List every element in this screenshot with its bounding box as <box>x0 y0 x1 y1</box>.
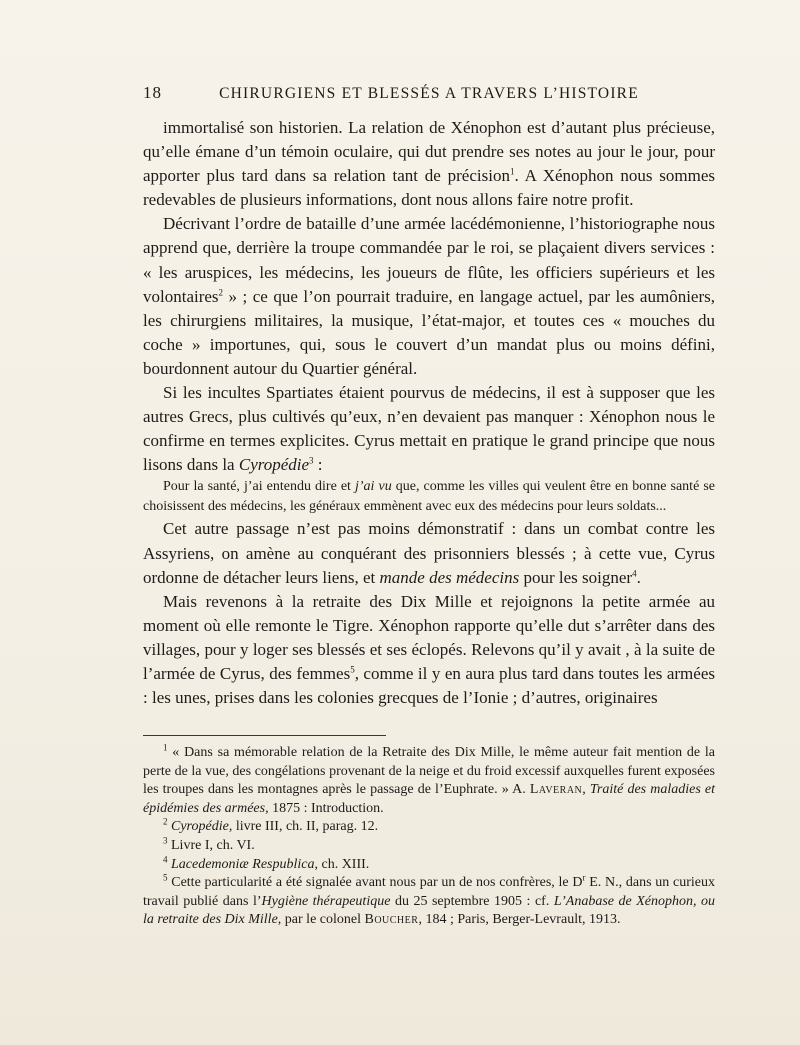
block-quote <box>143 477 715 517</box>
italic-title: Cyropédie <box>238 455 310 475</box>
text-run: , livre III, ch. II, parag. 12. <box>228 819 379 835</box>
paragraph-4 <box>143 517 715 589</box>
text-run: Pour la santé, j’ai entendu dire et <box>163 479 355 495</box>
text-run: Mais revenons à la retraite des Dix Mille et rejoignons la petite armée au moment où elle remonte le Tigre. Xénophon rapporte qu’elle dut s’arrêter dans des villages, pour y loger ses blessés et ses éclopés. Relevons qu’il y avait , à la suite de l’armée de Cyrus, des femmes <box>143 591 715 683</box>
footnote-ref: 5 <box>350 664 355 675</box>
text-run: Si les incultes Spartiates étaient pourvus de médecins, il est à supposer que les autres Grecs, plus cultivés qu’eux, n’en devaient pas manquer : Xénophon nous le confirme en termes explicites. Cyrus mettait en pratique le grand principe que nous lisons dans la <box>143 383 715 475</box>
text-run: . A Xénophon nous sommes redevables de plusieurs informations, dont nous allons faire notre profit. <box>143 166 716 210</box>
superscript: r <box>582 872 586 883</box>
paragraph-3 <box>143 381 715 477</box>
footnote-2 <box>143 818 715 837</box>
italic-title: Hygiène thérapeutique <box>261 893 391 909</box>
footnote-number: 3 <box>163 835 168 846</box>
footnote-number: 5 <box>163 872 168 883</box>
running-title: CHIRURGIENS ET BLESSÉS A TRAVERS L’HISTOIRE <box>219 85 639 102</box>
footnote-ref: 2 <box>218 287 224 297</box>
paragraph-2 <box>143 212 715 381</box>
italic-text: mande des médecins <box>379 567 520 587</box>
text-run: Décrivant l’ordre de bataille d’une armée lacédémonienne, l’historiographe nous apprend que, derrière la troupe commandée par le roi, se plaçaient divers services : « les aruspices, les médecins, les joueurs de flûte, les officiers supérieurs et les volontaires <box>143 214 715 306</box>
author-name: Laveran <box>529 782 583 798</box>
author-name: Boucher <box>364 912 419 928</box>
main-text <box>143 116 715 710</box>
text-run: pour les soigner <box>519 567 633 587</box>
text-run: Cet autre passage n’est pas moins démonstratif : dans un combat contre les Assyriens, on amène au conquérant des prisonniers blessés ; à cette vue, Cyrus ordonne de détacher leurs liens, et <box>143 519 715 587</box>
text-run: du 25 septembre 1905 : cf. <box>390 893 554 909</box>
footnote-1 <box>143 744 715 818</box>
footnote-4 <box>143 853 715 875</box>
text-run: immortalisé son historien. La relation de Xénophon est d’autant plus précieuse, qu’elle émane d’un témoin oculaire, qui dut prendre ses notes au jour le jour, pour apporter plus tard dans sa relation tant de précision <box>143 118 715 186</box>
footnote-ref: 1 <box>509 166 515 177</box>
text-run: E. N., dans un curieux travail publié dans l’ <box>143 875 715 909</box>
footnote-ref: 4 <box>632 567 637 578</box>
text-run: , 184 ; Paris, Berger-Levrault, 1913. <box>418 912 621 928</box>
text-run: , 1875 : Introduction. <box>265 800 384 816</box>
footnote-5 <box>143 874 715 930</box>
text-run: , par le colonel <box>277 912 365 928</box>
footnote-divider <box>143 735 386 736</box>
text-run: . <box>636 567 641 587</box>
text-run: , <box>582 782 590 798</box>
text-run: « Dans sa mémorable relation de la Retraite des Dix Mille, le même auteur fait mention de la perte de la vue, des congélations provenant de la neige et du froid excessif auxquelles furent exposées les troupes dans les montagnes après le passage de l’Euphrate. » A. <box>143 745 715 798</box>
paragraph-5 <box>143 590 715 710</box>
italic-title: Lacedemoniæ Respublica <box>171 856 315 872</box>
footnotes <box>143 744 715 930</box>
page-number: 18 <box>143 83 162 102</box>
italic-title: Traité des maladies et épidémies des armées <box>143 782 716 816</box>
footnote-number: 4 <box>163 853 168 864</box>
footnote-ref: 3 <box>309 455 314 466</box>
italic-text: j’ai vu <box>355 479 392 495</box>
text-run: , ch. XIII. <box>314 856 370 872</box>
text-run: » ; ce que l’on pourrait traduire, en langage actuel, par les aumôniers, les chirurgiens militaires, la musique, l’état-major, et toutes ces « mouches du coche » importunes, qui, sous le couvert d’un mandat plus ou moins défini, bourdonnent autour du Quartier général. <box>143 286 715 378</box>
italic-title: L’Anabase de Xénophon, ou la retraite des Dix Mille <box>143 893 716 928</box>
text-run: : <box>313 455 323 475</box>
italic-title: Cyropédie <box>171 819 229 835</box>
text-run: Livre I, ch. VI. <box>167 837 255 853</box>
footnote-3 <box>143 837 715 856</box>
text-run: , comme il y en aura plus tard dans toutes les armées : les unes, prises dans les colonies grecques de l’Ionie ; d’autres, originaires <box>143 663 715 708</box>
text-run: que, comme les villes qui veulent être en bonne santé se choisissent des médecins, les généraux emmènent avec eux des médecins pour leurs soldats... <box>143 479 715 515</box>
text-run: Cette particularité a été signalée avant nous par un de nos confrères, le D <box>167 875 583 891</box>
footnote-number: 2 <box>163 816 168 827</box>
paragraph-1 <box>143 116 715 212</box>
page-header <box>143 83 715 107</box>
footnote-number: 1 <box>163 742 168 753</box>
